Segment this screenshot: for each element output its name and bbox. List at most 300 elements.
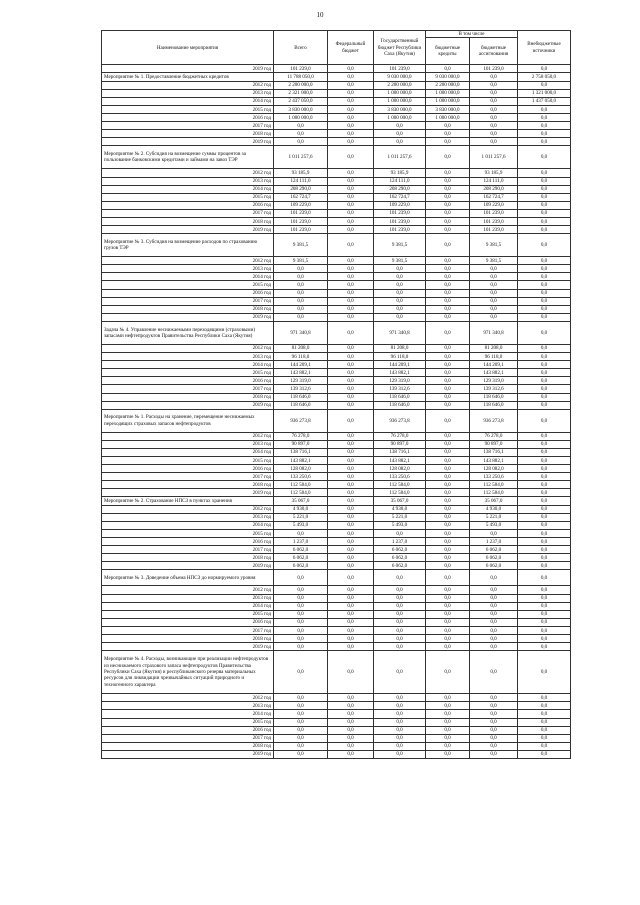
table-body — [102, 65, 571, 759]
year-label: 2015 год — [102, 456, 274, 464]
cell-extra: 0,0 — [518, 201, 571, 209]
year-row — [102, 105, 571, 113]
cell-state: 0,0 — [374, 289, 426, 297]
year-label: 2019 год — [102, 313, 274, 321]
cell-extra: 0,0 — [518, 344, 571, 352]
year-row — [102, 456, 571, 464]
cell-total: 0,0 — [274, 273, 328, 281]
cell-credits: 0,0 — [426, 138, 470, 146]
cell-assign: 0,0 — [470, 651, 518, 694]
measure-name: Задача № 4. Управление неснижаемыми переходящими (страховыми) запасами нефтепродуктов Правительства Республики Саха (Якутия) — [102, 321, 274, 344]
cell-total: 0,0 — [274, 530, 328, 538]
cell-federal: 0,0 — [328, 305, 374, 313]
cell-assign: 9 381,5 — [470, 257, 518, 265]
year-label: 2012 год — [102, 694, 274, 702]
cell-extra: 0,0 — [518, 218, 571, 226]
cell-federal: 0,0 — [328, 750, 374, 758]
cell-state: 0,0 — [374, 570, 426, 586]
cell-total: 0,0 — [274, 702, 328, 710]
year-row — [102, 353, 571, 361]
cell-state: 0,0 — [374, 718, 426, 726]
cell-credits: 0,0 — [426, 643, 470, 651]
year-row — [102, 177, 571, 185]
cell-extra: 0,0 — [518, 209, 571, 217]
year-label: 2017 год — [102, 546, 274, 554]
cell-assign: 9 381,5 — [470, 234, 518, 257]
cell-total: 0,0 — [274, 626, 328, 634]
year-row — [102, 344, 571, 352]
year-row — [102, 726, 571, 734]
cell-total: 133 250,6 — [274, 473, 328, 481]
cell-credits: 0,0 — [426, 473, 470, 481]
cell-assign: 0,0 — [470, 702, 518, 710]
cell-credits: 0,0 — [426, 234, 470, 257]
cell-extra: 0,0 — [518, 393, 571, 401]
cell-assign: 0,0 — [470, 289, 518, 297]
cell-assign: 76 278,0 — [470, 432, 518, 440]
col-header-total: Всего — [274, 31, 328, 65]
year-label: 2016 год — [102, 538, 274, 546]
year-label: 2012 год — [102, 586, 274, 594]
cell-total: 96 118,0 — [274, 353, 328, 361]
cell-extra: 0,0 — [518, 456, 571, 464]
cell-credits: 0,0 — [426, 702, 470, 710]
cell-extra: 0,0 — [518, 489, 571, 497]
cell-extra: 0,0 — [518, 353, 571, 361]
cell-credits: 0,0 — [426, 281, 470, 289]
cell-state: 0,0 — [374, 273, 426, 281]
year-label: 2018 год — [102, 481, 274, 489]
cell-federal: 0,0 — [328, 369, 374, 377]
cell-extra: 0,0 — [518, 369, 571, 377]
cell-total: 128 082,0 — [274, 465, 328, 473]
year-row — [102, 750, 571, 758]
cell-state: 5 493,0 — [374, 521, 426, 529]
cell-total: 0,0 — [274, 610, 328, 618]
cell-extra: 0,0 — [518, 546, 571, 554]
year-row — [102, 481, 571, 489]
cell-state: 0,0 — [374, 702, 426, 710]
cell-total: 6 062,0 — [274, 546, 328, 554]
cell-federal: 0,0 — [328, 489, 374, 497]
cell-state: 124 111,0 — [374, 177, 426, 185]
year-label: 2017 год — [102, 297, 274, 305]
year-label: 2019 год — [102, 401, 274, 409]
cell-federal: 0,0 — [328, 448, 374, 456]
cell-credits: 0,0 — [426, 193, 470, 201]
cell-credits: 0,0 — [426, 610, 470, 618]
cell-total: 0,0 — [274, 570, 328, 586]
cell-state: 112 584,0 — [374, 481, 426, 489]
year-row — [102, 201, 571, 209]
cell-total: 4 930,0 — [274, 505, 328, 513]
cell-total: 0,0 — [274, 726, 328, 734]
year-label: 2018 год — [102, 130, 274, 138]
cell-extra: 0,0 — [518, 401, 571, 409]
cell-assign: 124 111,0 — [470, 177, 518, 185]
cell-total: 1 237,0 — [274, 538, 328, 546]
cell-state: 9 381,5 — [374, 257, 426, 265]
cell-state: 101 239,0 — [374, 218, 426, 226]
cell-federal: 0,0 — [328, 726, 374, 734]
cell-extra: 0,0 — [518, 530, 571, 538]
year-label: 2013 год — [102, 513, 274, 521]
year-row — [102, 554, 571, 562]
cell-extra: 0,0 — [518, 432, 571, 440]
cell-state: 0,0 — [374, 742, 426, 750]
cell-extra: 0,0 — [518, 562, 571, 570]
year-label: 2015 год — [102, 369, 274, 377]
cell-extra: 0,0 — [518, 313, 571, 321]
cell-extra: 0,0 — [518, 281, 571, 289]
cell-credits: 0,0 — [426, 313, 470, 321]
year-label: 2016 год — [102, 377, 274, 385]
year-row — [102, 385, 571, 393]
cell-credits: 0,0 — [426, 226, 470, 234]
cell-total: 0,0 — [274, 138, 328, 146]
year-row — [102, 473, 571, 481]
cell-federal: 0,0 — [328, 562, 374, 570]
cell-credits: 0,0 — [426, 377, 470, 385]
cell-extra: 0,0 — [518, 586, 571, 594]
cell-credits: 0,0 — [426, 361, 470, 369]
col-header-extra: Внебюджетные источники — [518, 31, 571, 65]
cell-extra: 0,0 — [518, 643, 571, 651]
cell-total: 0,0 — [274, 643, 328, 651]
cell-credits: 0,0 — [426, 651, 470, 694]
cell-extra: 0,0 — [518, 718, 571, 726]
cell-federal: 0,0 — [328, 273, 374, 281]
cell-federal: 0,0 — [328, 538, 374, 546]
cell-state: 1 237,0 — [374, 538, 426, 546]
year-label: 2014 год — [102, 602, 274, 610]
year-row — [102, 138, 571, 146]
cell-extra: 0,0 — [518, 497, 571, 505]
cell-total: 101 239,0 — [274, 226, 328, 234]
cell-credits: 0,0 — [426, 750, 470, 758]
year-row — [102, 489, 571, 497]
cell-assign: 0,0 — [470, 726, 518, 734]
cell-credits: 0,0 — [426, 448, 470, 456]
cell-total: 109 229,0 — [274, 201, 328, 209]
cell-state: 0,0 — [374, 610, 426, 618]
cell-state: 1 000 000,0 — [374, 114, 426, 122]
cell-extra: 0,0 — [518, 702, 571, 710]
year-row — [102, 193, 571, 201]
cell-state: 118 646,0 — [374, 401, 426, 409]
cell-credits: 0,0 — [426, 538, 470, 546]
year-label: 2015 год — [102, 718, 274, 726]
cell-federal: 0,0 — [328, 481, 374, 489]
cell-assign: 112 584,0 — [470, 489, 518, 497]
cell-assign: 0,0 — [470, 138, 518, 146]
year-label: 2014 год — [102, 185, 274, 193]
year-label: 2013 год — [102, 89, 274, 97]
year-row — [102, 226, 571, 234]
cell-extra: 0,0 — [518, 570, 571, 586]
cell-federal: 0,0 — [328, 594, 374, 602]
cell-total: 0,0 — [274, 265, 328, 273]
year-label: 2017 год — [102, 626, 274, 634]
cell-assign: 0,0 — [470, 618, 518, 626]
cell-total: 0,0 — [274, 750, 328, 758]
cell-total: 101 239,0 — [274, 65, 328, 73]
year-row — [102, 273, 571, 281]
cell-total: 9 381,5 — [274, 257, 328, 265]
cell-assign: 93 185,9 — [470, 169, 518, 177]
cell-assign: 0,0 — [470, 750, 518, 758]
cell-extra: 0,0 — [518, 130, 571, 138]
cell-credits: 0,0 — [426, 146, 470, 169]
cell-assign: 0,0 — [470, 742, 518, 750]
cell-credits: 1 000 000,0 — [426, 97, 470, 105]
col-header-name: Наименование мероприятия — [102, 31, 274, 65]
cell-assign: 0,0 — [470, 313, 518, 321]
cell-total: 208 290,0 — [274, 185, 328, 193]
year-label: 2017 год — [102, 385, 274, 393]
cell-total: 0,0 — [274, 635, 328, 643]
measure-row — [102, 73, 571, 81]
cell-extra: 0,0 — [518, 473, 571, 481]
year-label: 2012 год — [102, 432, 274, 440]
cell-federal: 0,0 — [328, 122, 374, 130]
cell-credits: 0,0 — [426, 177, 470, 185]
measure-name: Мероприятие № 4. Расходы, возникающие при реализации нефтепродуктов из неснижаемого страхового запаса нефтепродуктов Правительства Республики Саха (Якутия) и республиканского резерва материальных ресурсов для ликвидации чрезвычайных ситуаций природного и техногенного характера — [102, 651, 274, 694]
cell-state: 0,0 — [374, 726, 426, 734]
cell-assign: 0,0 — [470, 718, 518, 726]
cell-assign: 143 882,1 — [470, 369, 518, 377]
cell-extra: 0,0 — [518, 440, 571, 448]
cell-total: 11 788 050,0 — [274, 73, 328, 81]
year-row — [102, 432, 571, 440]
cell-federal: 0,0 — [328, 297, 374, 305]
cell-assign: 0,0 — [470, 602, 518, 610]
cell-extra: 0,0 — [518, 146, 571, 169]
measure-row — [102, 321, 571, 344]
year-label: 2013 год — [102, 594, 274, 602]
cell-total: 0,0 — [274, 281, 328, 289]
cell-credits: 0,0 — [426, 481, 470, 489]
cell-federal: 0,0 — [328, 694, 374, 702]
cell-extra: 0,0 — [518, 710, 571, 718]
cell-state: 0,0 — [374, 313, 426, 321]
cell-extra: 0,0 — [518, 610, 571, 618]
cell-federal: 0,0 — [328, 218, 374, 226]
cell-extra: 0,0 — [518, 138, 571, 146]
cell-total: 118 646,0 — [274, 393, 328, 401]
cell-total: 0,0 — [274, 710, 328, 718]
cell-total: 0,0 — [274, 313, 328, 321]
cell-total: 124 111,0 — [274, 177, 328, 185]
year-label: 2018 год — [102, 635, 274, 643]
cell-federal: 0,0 — [328, 89, 374, 97]
cell-federal: 0,0 — [328, 177, 374, 185]
year-label: 2012 год — [102, 257, 274, 265]
cell-federal: 0,0 — [328, 281, 374, 289]
cell-federal: 0,0 — [328, 440, 374, 448]
cell-state: 0,0 — [374, 594, 426, 602]
cell-state: 0,0 — [374, 297, 426, 305]
cell-total: 0,0 — [274, 305, 328, 313]
cell-total: 101 239,0 — [274, 218, 328, 226]
cell-state: 0,0 — [374, 138, 426, 146]
cell-assign: 6 062,0 — [470, 546, 518, 554]
cell-credits: 0,0 — [426, 369, 470, 377]
cell-assign: 0,0 — [470, 594, 518, 602]
cell-credits: 0,0 — [426, 169, 470, 177]
cell-state: 9 030 000,0 — [374, 73, 426, 81]
cell-total: 0,0 — [274, 742, 328, 750]
cell-federal: 0,0 — [328, 385, 374, 393]
year-label: 2014 год — [102, 521, 274, 529]
year-row — [102, 257, 571, 265]
cell-state: 6 062,0 — [374, 546, 426, 554]
year-label: 2014 год — [102, 710, 274, 718]
year-label: 2018 год — [102, 554, 274, 562]
cell-assign: 6 062,0 — [470, 554, 518, 562]
cell-credits: 0,0 — [426, 185, 470, 193]
cell-total: 112 584,0 — [274, 489, 328, 497]
year-label: 2019 год — [102, 643, 274, 651]
cell-assign: 0,0 — [470, 114, 518, 122]
cell-state: 0,0 — [374, 750, 426, 758]
measure-name: Мероприятие № 3. Доведение объема НПСЗ до нормируемого уровня — [102, 570, 274, 586]
cell-extra: 0,0 — [518, 105, 571, 113]
year-label: 2015 год — [102, 610, 274, 618]
cell-total: 936 273,8 — [274, 409, 328, 432]
cell-state: 971 340,8 — [374, 321, 426, 344]
cell-extra: 0,0 — [518, 169, 571, 177]
cell-credits: 0,0 — [426, 602, 470, 610]
year-label: 2012 год — [102, 344, 274, 352]
year-label: 2019 год — [102, 562, 274, 570]
cell-state: 93 185,9 — [374, 169, 426, 177]
cell-credits: 0,0 — [426, 65, 470, 73]
year-label: 2013 год — [102, 177, 274, 185]
cell-credits: 0,0 — [426, 726, 470, 734]
cell-federal: 0,0 — [328, 193, 374, 201]
cell-state: 0,0 — [374, 281, 426, 289]
cell-federal: 0,0 — [328, 570, 374, 586]
cell-extra: 0,0 — [518, 265, 571, 273]
cell-total: 1 011 257,6 — [274, 146, 328, 169]
cell-state: 133 250,6 — [374, 473, 426, 481]
cell-federal: 0,0 — [328, 521, 374, 529]
cell-assign: 81 208,0 — [470, 344, 518, 352]
cell-state: 1 000 000,0 — [374, 89, 426, 97]
cell-total: 0,0 — [274, 586, 328, 594]
cell-state: 6 062,0 — [374, 554, 426, 562]
cell-state: 35 067,0 — [374, 497, 426, 505]
year-row — [102, 361, 571, 369]
cell-assign: 0,0 — [470, 530, 518, 538]
year-row — [102, 401, 571, 409]
cell-federal: 0,0 — [328, 635, 374, 643]
year-row — [102, 89, 571, 97]
cell-assign: 138 716,1 — [470, 448, 518, 456]
year-row — [102, 505, 571, 513]
cell-extra: 0,0 — [518, 538, 571, 546]
year-row — [102, 610, 571, 618]
cell-credits: 0,0 — [426, 594, 470, 602]
year-label: 2015 год — [102, 281, 274, 289]
cell-credits: 0,0 — [426, 265, 470, 273]
cell-federal: 0,0 — [328, 130, 374, 138]
cell-extra: 0,0 — [518, 289, 571, 297]
cell-credits: 0,0 — [426, 393, 470, 401]
cell-extra: 0,0 — [518, 193, 571, 201]
year-row — [102, 702, 571, 710]
cell-extra: 0,0 — [518, 65, 571, 73]
year-row — [102, 289, 571, 297]
year-label: 2014 год — [102, 448, 274, 456]
year-row — [102, 377, 571, 385]
cell-assign: 0,0 — [470, 626, 518, 634]
year-label: 2017 год — [102, 122, 274, 130]
measure-name: Мероприятие № 1. Расходы на хранение, перемещение неснижаемых переходящих страховых запасов нефтепродуктов — [102, 409, 274, 432]
cell-federal: 0,0 — [328, 432, 374, 440]
cell-assign: 0,0 — [470, 281, 518, 289]
cell-total: 90 897,0 — [274, 440, 328, 448]
cell-state: 0,0 — [374, 122, 426, 130]
cell-credits: 0,0 — [426, 273, 470, 281]
cell-credits: 0,0 — [426, 694, 470, 702]
cell-assign: 0,0 — [470, 694, 518, 702]
cell-state: 1 011 257,6 — [374, 146, 426, 169]
cell-federal: 0,0 — [328, 546, 374, 554]
cell-assign: 90 897,0 — [470, 440, 518, 448]
cell-total: 6 062,0 — [274, 562, 328, 570]
cell-credits: 0,0 — [426, 742, 470, 750]
cell-assign: 118 646,0 — [470, 393, 518, 401]
cell-extra: 0,0 — [518, 554, 571, 562]
cell-federal: 0,0 — [328, 409, 374, 432]
cell-credits: 0,0 — [426, 505, 470, 513]
cell-state: 0,0 — [374, 602, 426, 610]
cell-total: 9 381,5 — [274, 234, 328, 257]
cell-extra: 0,0 — [518, 257, 571, 265]
cell-assign: 5 221,0 — [470, 513, 518, 521]
cell-credits: 0,0 — [426, 530, 470, 538]
year-row — [102, 530, 571, 538]
cell-state: 143 882,1 — [374, 456, 426, 464]
year-row — [102, 297, 571, 305]
measure-name: Мероприятие № 3. Субсидия на возмещение расходов по страхованию грузов ТЭР — [102, 234, 274, 257]
year-label: 2019 год — [102, 489, 274, 497]
cell-state: 6 062,0 — [374, 562, 426, 570]
year-label: 2016 год — [102, 465, 274, 473]
year-label: 2014 год — [102, 97, 274, 105]
cell-federal: 0,0 — [328, 643, 374, 651]
cell-extra: 0,0 — [518, 602, 571, 610]
year-label: 2018 год — [102, 742, 274, 750]
cell-total: 129 319,0 — [274, 377, 328, 385]
cell-extra: 0,0 — [518, 750, 571, 758]
cell-credits: 1 000 000,0 — [426, 114, 470, 122]
cell-state: 129 319,0 — [374, 377, 426, 385]
cell-assign: 0,0 — [470, 570, 518, 586]
year-label: 2014 год — [102, 273, 274, 281]
cell-total: 0,0 — [274, 594, 328, 602]
year-label: 2019 год — [102, 138, 274, 146]
cell-credits: 0,0 — [426, 626, 470, 634]
col-header-assign: бюджетные ассигнования — [470, 38, 518, 65]
cell-extra: 1 437 050,0 — [518, 97, 571, 105]
cell-federal: 0,0 — [328, 265, 374, 273]
cell-credits: 9 030 000,0 — [426, 73, 470, 81]
cell-credits: 0,0 — [426, 297, 470, 305]
col-header-state: Государственный бюджет Республики Саха (Якутия) — [374, 31, 426, 65]
